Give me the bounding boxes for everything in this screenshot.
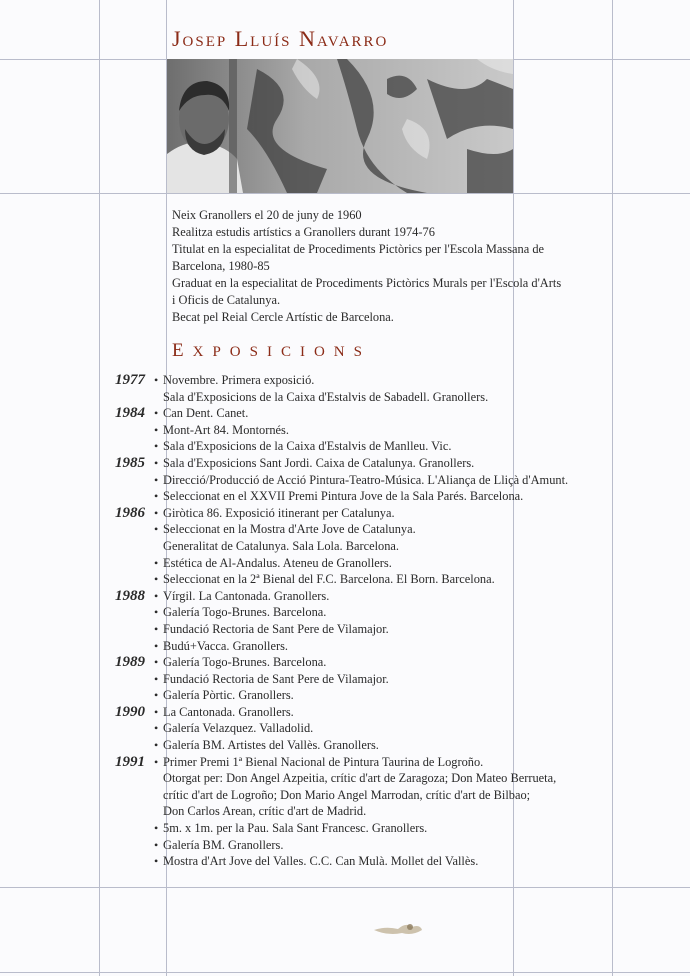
bio-line: Becat pel Reial Cercle Artístic de Barcelona. [172,310,394,324]
bullet-icon: • [154,621,159,636]
exhibition-item [153,638,690,655]
exhibition-item [153,604,690,621]
exhibition-text: Seleccionat en la 2ª Bienal del F.C. Barcelona. El Born. Barcelona. [163,572,495,587]
exhibition-row [0,389,690,406]
bullet-icon: • [154,522,159,537]
exhibition-text: La Cantonada. Granollers. [163,704,294,719]
exhibition-item [153,837,690,854]
exhibition-text: Don Carlos Arean, crític d'art de Madrid. [163,804,367,819]
exhibition-item [153,438,690,455]
exhibition-year: 1986 [115,504,145,521]
exhibition-row [0,787,690,804]
exhibition-row [0,803,690,820]
paper-stain [372,918,424,938]
exhibition-year [0,521,153,538]
exhibition-text: Mont-Art 84. Montornés. [163,422,289,437]
exhibition-text: Sala d'Exposicions Sant Jordi. Caixa de Catalunya. Granollers. [163,455,475,470]
bullet-icon: • [154,655,159,670]
exhibition-item [153,820,690,837]
exhibition-text: Otorgat per: Don Angel Azpeitia, crític d'art de Zaragoza; Don Mateo Berrueta, [163,771,557,786]
exhibition-text: Galería Togo-Brunes. Barcelona. [163,655,327,670]
exhibition-text: Galería BM. Artistes del Vallès. Granollers. [163,738,379,753]
artist-photo [167,59,513,193]
exhibition-row [0,671,690,688]
exhibition-row [0,488,690,505]
exhibition-text: Galería Togo-Brunes. Barcelona. [163,605,327,620]
exhibition-year [0,837,153,854]
exhibitions-title: EXPOSICIONS [172,340,371,361]
exhibition-row [0,754,690,771]
exhibition-year [0,438,153,455]
exhibition-row [0,770,690,787]
exhibition-year: 1988 [115,587,145,604]
exhibition-year [0,638,153,655]
exhibition-text: crític d'art de Logroño; Don Mario Angel Marrodan, crític d'art de Bilbao; [163,787,531,802]
exhibition-row [0,704,690,721]
exhibition-row [0,505,690,522]
bullet-icon: • [154,837,159,852]
bullet-icon: • [154,572,159,587]
bullet-icon: • [154,439,159,454]
exhibition-year [0,621,153,638]
exhibitions-heading [172,340,371,362]
grid-line [0,972,690,973]
exhibition-text: Galería Velazquez. Valladolid. [163,721,314,736]
bullet-icon: • [154,555,159,570]
exhibition-row [0,820,690,837]
bullet-icon: • [154,455,159,470]
exhibition-year [0,820,153,837]
exhibition-row [0,687,690,704]
exhibition-item [153,505,690,522]
exhibition-year [0,853,153,870]
exhibition-item [153,704,690,721]
exhibition-text: Budú+Vacca. Granollers. [163,638,289,653]
exhibition-row [0,837,690,854]
exhibition-year [0,555,153,572]
exhibition-row [0,621,690,638]
exhibition-year [0,538,153,555]
exhibition-row [0,638,690,655]
exhibition-text: Primer Premi 1ª Bienal Nacional de Pintura Taurina de Logroño. [163,754,484,769]
exhibition-item [153,687,690,704]
exhibition-text: Estética de Al-Andalus. Ateneu de Granollers. [163,555,392,570]
exhibition-year: 1989 [115,654,145,671]
exhibition-item [153,853,690,870]
exhibition-text: Mostra d'Art Jove del Valles. C.C. Can Mulà. Mollet del Vallès. [163,854,479,869]
bullet-icon: • [154,605,159,620]
bio-line: i Oficis de Catalunya. [172,293,281,307]
exhibition-item [153,588,690,605]
exhibition-row [0,521,690,538]
exhibitions-list [0,372,690,870]
exhibition-text: Seleccionat en el XXVII Premi Pintura Jove de la Sala Parés. Barcelona. [163,489,524,504]
bio-line: Barcelona, 1980-85 [172,259,270,273]
exhibition-year [0,737,153,754]
exhibition-text: Novembre. Primera exposició. [163,373,315,387]
exhibition-text: Giròtica 86. Exposició itinerant per Catalunya. [163,505,395,520]
bullet-icon: • [154,821,159,836]
exhibition-text: Can Dent. Canet. [163,406,249,421]
exhibition-row [0,438,690,455]
bullet-icon: • [154,704,159,719]
bullet-icon: • [154,373,159,387]
exhibition-item [153,737,690,754]
grid-line [0,887,690,888]
bio-line: Realitza estudis artístics a Granollers durant 1974-76 [172,225,435,239]
exhibition-text: Direcció/Producció de Acció Pintura-Teatro-Música. L'Aliança de Lliçà d'Amunt. [163,472,569,487]
bio-line: Neix Granollers el 20 de juny de 1960 [172,208,362,222]
exhibition-row [0,588,690,605]
exhibition-item [153,555,690,572]
bio-line: Titulat en la especialitat de Procediments Pictòrics per l'Escola Massana de [172,242,545,256]
exhibition-item [153,671,690,688]
exhibition-row [0,538,690,555]
exhibition-text: Seleccionat en la Mostra d'Arte Jove de Catalunya. [163,522,416,537]
exhibition-row [0,604,690,621]
exhibition-item [153,538,690,555]
exhibition-item [153,803,690,820]
exhibition-item [153,472,690,489]
biography [172,207,602,326]
exhibition-item [153,455,690,472]
exhibition-year [0,671,153,688]
exhibition-item [153,654,690,671]
exhibition-year [0,389,153,406]
exhibition-item [153,422,690,439]
bullet-icon: • [154,688,159,703]
exhibition-text: Generalitat de Catalunya. Sala Lola. Barcelona. [163,538,400,553]
exhibition-item [153,571,690,588]
bullet-icon: • [154,754,159,769]
exhibition-row [0,472,690,489]
bullet-icon: • [154,854,159,869]
exhibition-row [0,372,690,389]
bullet-icon: • [154,738,159,753]
exhibition-row [0,422,690,439]
exhibition-row [0,571,690,588]
exhibition-year [0,472,153,489]
exhibition-text: Sala d'Exposicions de la Caixa d'Estalvis de Sabadell. Granollers. [163,389,489,404]
artist-name: Josep Lluís Navarro [172,26,389,51]
exhibition-item [153,372,690,389]
grid-line [0,193,690,194]
exhibition-year: 1977 [115,372,145,388]
bio-line: Graduat en la especialitat de Procediments Pictòrics Murals per l'Escola d'Arts [172,276,562,290]
exhibition-item [153,488,690,505]
exhibition-year [0,770,153,787]
exhibition-text: Galería BM. Granollers. [163,837,284,852]
bullet-icon: • [154,721,159,736]
exhibition-year: 1985 [115,454,145,471]
exhibition-year [0,422,153,439]
exhibition-item [153,405,690,422]
exhibition-text: 5m. x 1m. per la Pau. Sala Sant Francesc. Granollers. [163,821,428,836]
exhibition-row [0,853,690,870]
exhibition-year [0,571,153,588]
exhibition-row [0,654,690,671]
bullet-icon: • [154,406,159,421]
bullet-icon: • [154,489,159,504]
exhibition-year [0,803,153,820]
exhibition-item [153,389,690,406]
exhibition-text: Galería Pòrtic. Granollers. [163,688,294,703]
exhibition-year [0,488,153,505]
exhibition-row [0,737,690,754]
exhibition-row [0,720,690,737]
exhibition-item [153,754,690,771]
exhibition-text: Fundació Rectoria de Sant Pere de Vilamajor. [163,671,389,686]
exhibition-year: 1991 [115,753,145,770]
exhibition-row [0,555,690,572]
exhibition-text: Fundació Rectoria de Sant Pere de Vilamajor. [163,621,389,636]
exhibition-row [0,405,690,422]
bullet-icon: • [154,472,159,487]
bullet-icon: • [154,588,159,603]
exhibition-year [0,604,153,621]
exhibition-item [153,770,690,787]
exhibition-year [0,720,153,737]
bullet-icon: • [154,638,159,653]
bullet-icon: • [154,505,159,520]
exhibition-text: Vírgil. La Cantonada. Granollers. [163,588,330,603]
exhibition-year [0,687,153,704]
bullet-icon: • [154,422,159,437]
exhibition-year: 1984 [115,405,145,422]
exhibition-row [0,455,690,472]
exhibition-year: 1990 [115,703,145,720]
exhibition-item [153,521,690,538]
bullet-icon: • [154,671,159,686]
exhibition-item [153,621,690,638]
exhibition-item [153,787,690,804]
exhibition-text: Sala d'Exposicions de la Caixa d'Estalvis de Manlleu. Vic. [163,439,452,454]
exhibition-item [153,720,690,737]
exhibition-year [0,787,153,804]
